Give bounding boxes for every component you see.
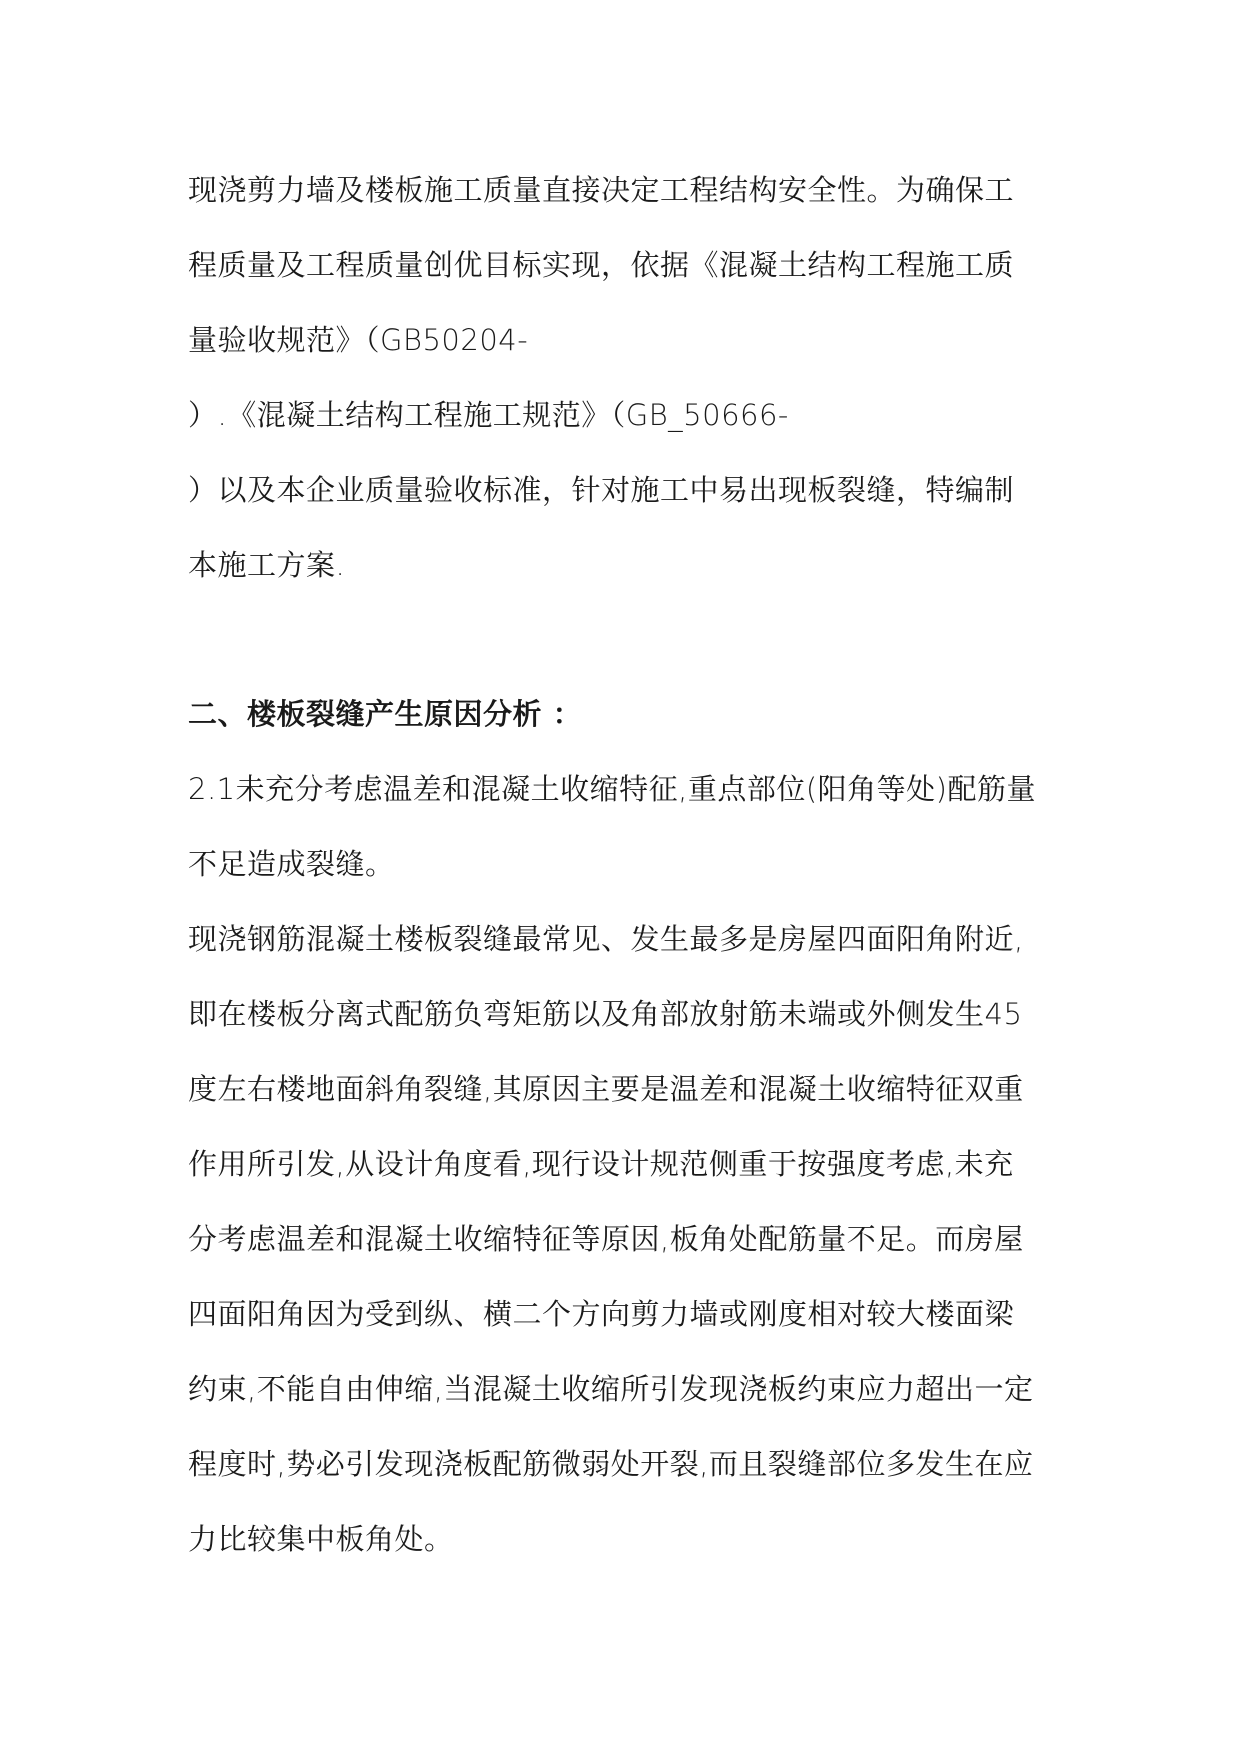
intro-line-4: ）.《混凝土结构工程施工规范》（GB_50666-	[188, 398, 789, 432]
body-line-4: 作用所引发,从设计角度看,现行设计规范侧重于按强度考虑,未充	[188, 1147, 1014, 1181]
subsection-2-1-line-2: 不足造成裂缝。	[188, 847, 395, 881]
intro-line-5: ）以及本企业质量验收标准，针对施工中易出现板裂缝，特编制	[188, 473, 1015, 507]
intro-line-3: 量验收规范》（GB50204-	[188, 323, 529, 357]
body-line-5: 分考虑温差和混凝土收缩特征等原因,板角处配筋量不足。而房屋	[188, 1222, 1024, 1256]
body-line-3: 度左右楼地面斜角裂缝,其原因主要是温差和混凝土收缩特征双重	[188, 1072, 1024, 1106]
body-line-6: 四面阳角因为受到纵、横二个方向剪力墙或刚度相对较大楼面梁	[188, 1297, 1015, 1331]
body-line-9: 力比较集中板角处。	[188, 1522, 454, 1556]
subsection-2-1-line-1: 2.1未充分考虑温差和混凝土收缩特征,重点部位(阳角等处)配筋量	[188, 772, 1036, 806]
intro-line-2: 程质量及工程质量创优目标实现，依据《混凝土结构工程施工质	[188, 248, 1015, 282]
body-line-1: 现浇钢筋混凝土楼板裂缝最常见、发生最多是房屋四面阳角附近,	[188, 922, 1024, 956]
body-line-7: 约束,不能自由伸缩,当混凝土收缩所引发现浇板约束应力超出一定	[188, 1372, 1034, 1406]
intro-line-1: 现浇剪力墙及楼板施工质量直接决定工程结构安全性。为确保工	[188, 173, 1015, 207]
body-line-8: 程度时,势必引发现浇板配筋微弱处开裂,而且裂缝部位多发生在应	[188, 1447, 1034, 1481]
body-line-2: 即在楼板分离式配筋负弯矩筋以及角部放射筋未端或外侧发生45	[188, 997, 1023, 1031]
intro-line-6: 本施工方案.	[188, 548, 346, 582]
section-2-heading: 二、楼板裂缝产生原因分析 ：	[188, 697, 583, 731]
